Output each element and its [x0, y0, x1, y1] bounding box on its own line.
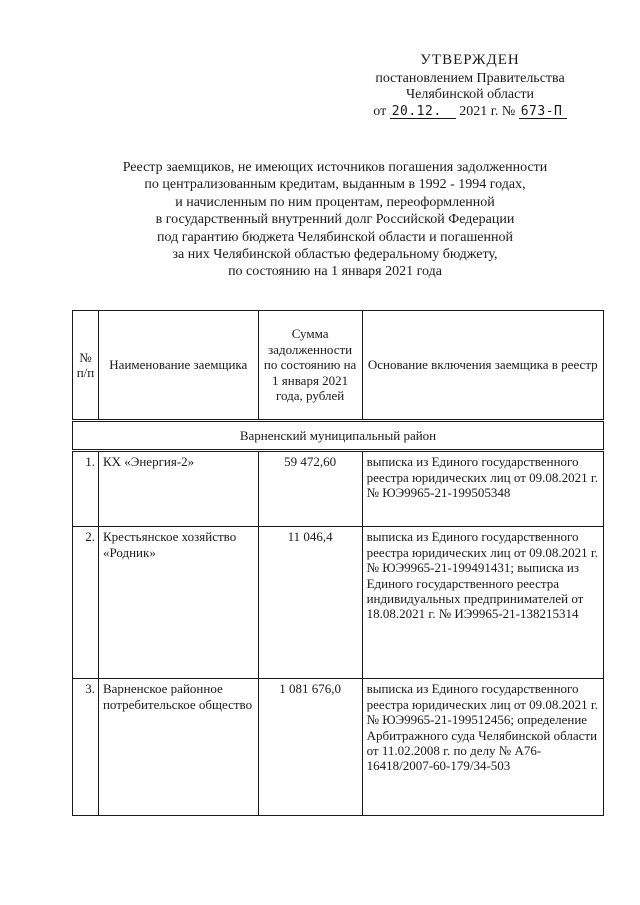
registry-table: [72, 310, 604, 816]
header-basis: Основание включения заемщика в реестр: [362, 311, 603, 421]
row-basis: выписка из Единого государственного реестра юридических лиц от 09.08.2021 г. № ЮЭ9965-21-199491431; выписка из Единого государственного реестра индивидуальных предпринимателей от 18.08.2021 г. № ИЭ9965-21-138215314: [362, 527, 603, 679]
date-prefix: от: [373, 103, 387, 119]
row-num: 1.: [73, 451, 99, 527]
row-sum: 59 472,60: [258, 451, 362, 527]
table-row: [73, 451, 604, 527]
handwritten-number: 673-П: [519, 105, 567, 119]
row-name: Варненское районное потребительское общество: [98, 679, 258, 816]
table-header-row: [73, 311, 604, 421]
row-name: КХ «Энергия-2»: [98, 451, 258, 527]
table-row: [73, 527, 604, 679]
header-sum: Сумма задолженности по состоянию на 1 января 2021 года, рублей: [258, 311, 362, 421]
approval-block: [340, 52, 600, 120]
row-sum: 11 046,4: [258, 527, 362, 679]
row-basis: выписка из Единого государственного реестра юридических лиц от 09.08.2021 г. № ЮЭ9965-21-199505348: [362, 451, 603, 527]
approval-date-line: [340, 104, 600, 121]
row-name: Крестьянское хозяйство «Родник»: [98, 527, 258, 679]
heading-line: и начисленным по ним процентам, переоформленной: [175, 194, 495, 210]
header-num: № п/п: [73, 311, 99, 421]
section-row: [73, 421, 604, 451]
row-num: 3.: [73, 679, 99, 816]
approval-line-1: постановлением Правительства: [375, 70, 565, 86]
table-row: [73, 679, 604, 816]
header-name: Наименование заемщика: [98, 311, 258, 421]
heading-line: Реестр заемщиков, не имеющих источников погашения задолженности: [122, 160, 548, 175]
handwritten-date: 20.12.: [390, 105, 456, 119]
row-num: 2.: [73, 527, 99, 679]
row-sum: 1 081 676,0: [258, 679, 362, 816]
year-text: 2021 г. №: [459, 103, 516, 119]
document-heading: [70, 159, 600, 281]
approval-title: УТВЕРЖДЕН: [420, 52, 520, 68]
heading-line: по состоянию на 1 января 2021 года: [228, 264, 442, 280]
section-title: Варненский муниципальный район: [73, 421, 604, 451]
row-basis: выписка из Единого государственного реестра юридических лиц от 09.08.2021 г. № ЮЭ9965-21-199512456; определение Арбитражного суда Челябинской области от 11.02.2008 г. по делу № А76-16418/2007-60-179/34-503: [362, 679, 603, 816]
heading-line: под гарантию бюджета Челябинской области и погашенной: [157, 229, 513, 245]
approval-line-2: Челябинской области: [406, 87, 534, 102]
heading-line: по централизованным кредитам, выданным в 1992 - 1994 годах,: [144, 177, 526, 193]
heading-line: в государственный внутренний долг Российской Федерации: [155, 212, 515, 228]
heading-line: за них Челябинской областью федеральному бюджету,: [172, 247, 498, 263]
